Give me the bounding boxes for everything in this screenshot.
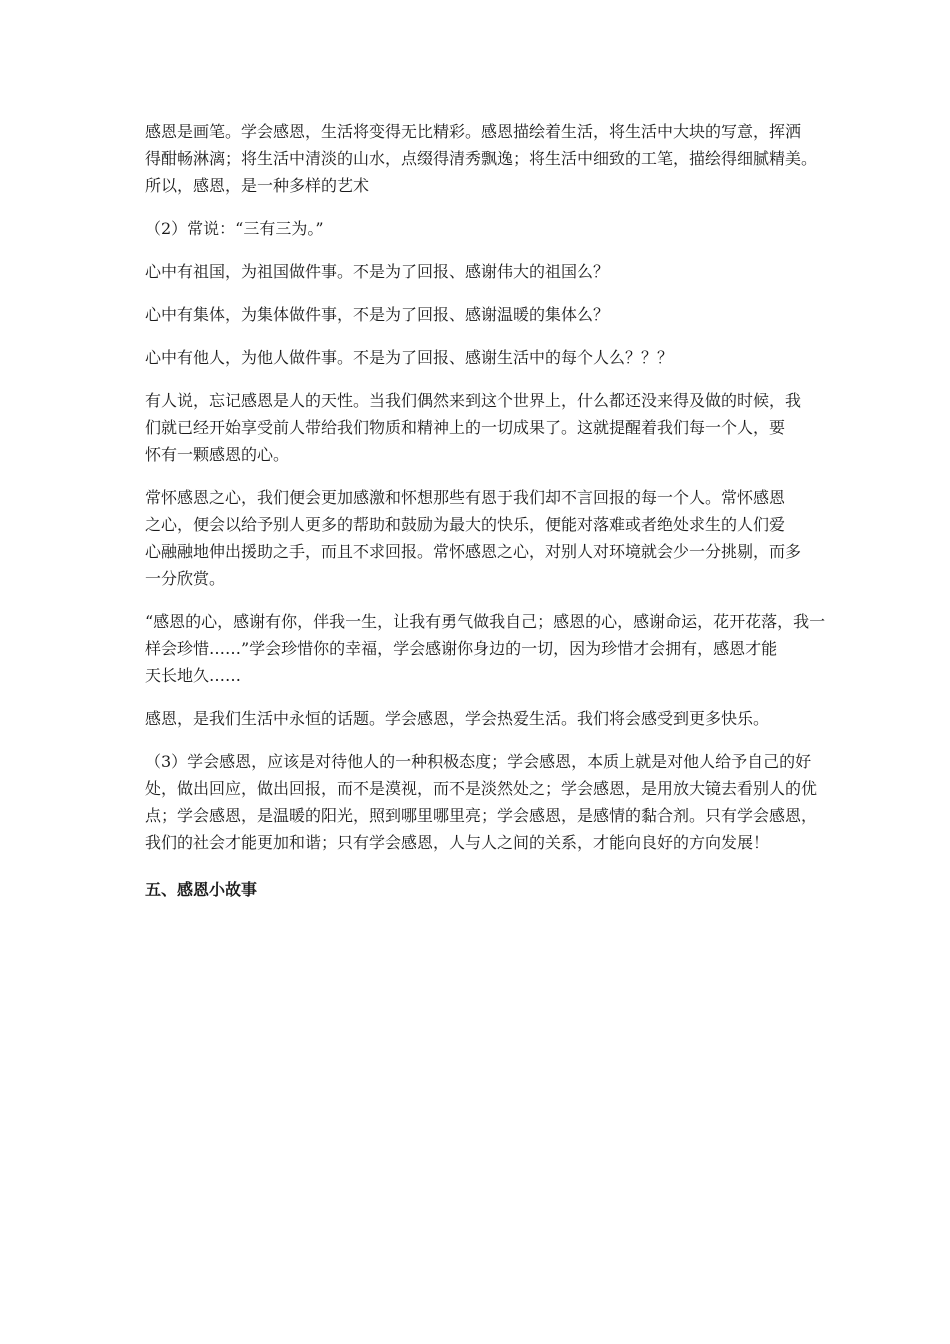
text-line: 我们的社会才能更加和谐；只有学会感恩，人与人之间的关系，才能向良好的方向发展！ [145,833,770,852]
paragraph-motherland [145,258,817,285]
paragraph-human-nature [145,387,817,468]
text-line: 得酣畅淋漓；将生活中清淡的山水，点缀得清秀飘逸；将生活中细致的工笔，描绘得细腻精美。 [145,149,818,168]
section-heading: 五、感恩小故事 [145,880,258,899]
text-line: 们就已经开始享受前人带给我们物质和精神上的一切成果了。这就提醒着我们每一个人，要 [145,418,786,437]
paragraph-three-haves [145,215,817,242]
text-line: 点；学会感恩，是温暖的阳光，照到哪里哪里亮；学会感恩，是感情的黏合剂。只有学会感恩， [145,806,818,825]
text-line: 天长地久…… [145,666,242,685]
text-line: 心中有集体，为集体做件事，不是为了回报、感谢温暖的集体么？ [145,305,610,324]
text-line: 感恩，是我们生活中永恒的话题。学会感恩，学会热爱生活。我们将会感受到更多快乐。 [145,709,770,728]
text-line: 心中有他人，为他人做件事。不是为了回报、感谢生活中的每个人么？？？ [145,348,674,367]
paragraph-grateful-heart [145,484,817,592]
paragraph-gratitude-brush [145,118,817,199]
text-line: （2）常说：“三有三为。” [145,219,324,238]
text-line: 处，做出回应，做出回报，而不是漠视，而不是淡然处之；学会感恩，是用放大镜去看别人的优 [145,779,818,798]
document-body [145,118,826,903]
text-line: 一分欣赏。 [145,569,226,588]
text-line: 所以，感恩，是一种多样的艺术 [145,176,370,195]
text-line: 心融融地伸出援助之手，而且不求回报。常怀感恩之心，对别人对环境就会少一分挑剔，而多 [145,542,802,561]
text-line: 样会珍惜……”学会珍惜你的幸福，学会感谢你身边的一切，因为珍惜才会拥有，感恩才能 [145,639,778,658]
paragraph-others [145,344,817,371]
text-line: “感恩的心，感谢有你，伴我一生，让我有勇气做我自己；感恩的心，感谢命运，花开花落，我一 [145,612,826,631]
text-line: 有人说，忘记感恩是人的天性。当我们偶然来到这个世界上，什么都还没来得及做的时候，我 [145,391,802,410]
text-line: 怀有一颗感恩的心。 [145,445,290,464]
text-line: 心中有祖国，为祖国做件事。不是为了回报、感谢伟大的祖国么？ [145,262,610,281]
text-line: 常怀感恩之心，我们便会更加感激和怀想那些有恩于我们却不言回报的每一个人。常怀感恩 [145,488,786,507]
paragraph-song-quote [145,608,826,689]
paragraph-collective [145,301,817,328]
paragraph-learn-gratitude [145,748,817,856]
text-line: 之心，便会以给予别人更多的帮助和鼓励为最大的快乐，便能对落难或者绝处求生的人们爱 [145,515,786,534]
text-line: 感恩是画笔。学会感恩，生活将变得无比精彩。感恩描绘着生活，将生活中大块的写意，挥洒 [145,122,802,141]
text-line: （3）学会感恩，应该是对待他人的一种积极态度；学会感恩，本质上就是对他人给予自己的好 [145,752,812,771]
paragraph-eternal-topic [145,705,817,732]
